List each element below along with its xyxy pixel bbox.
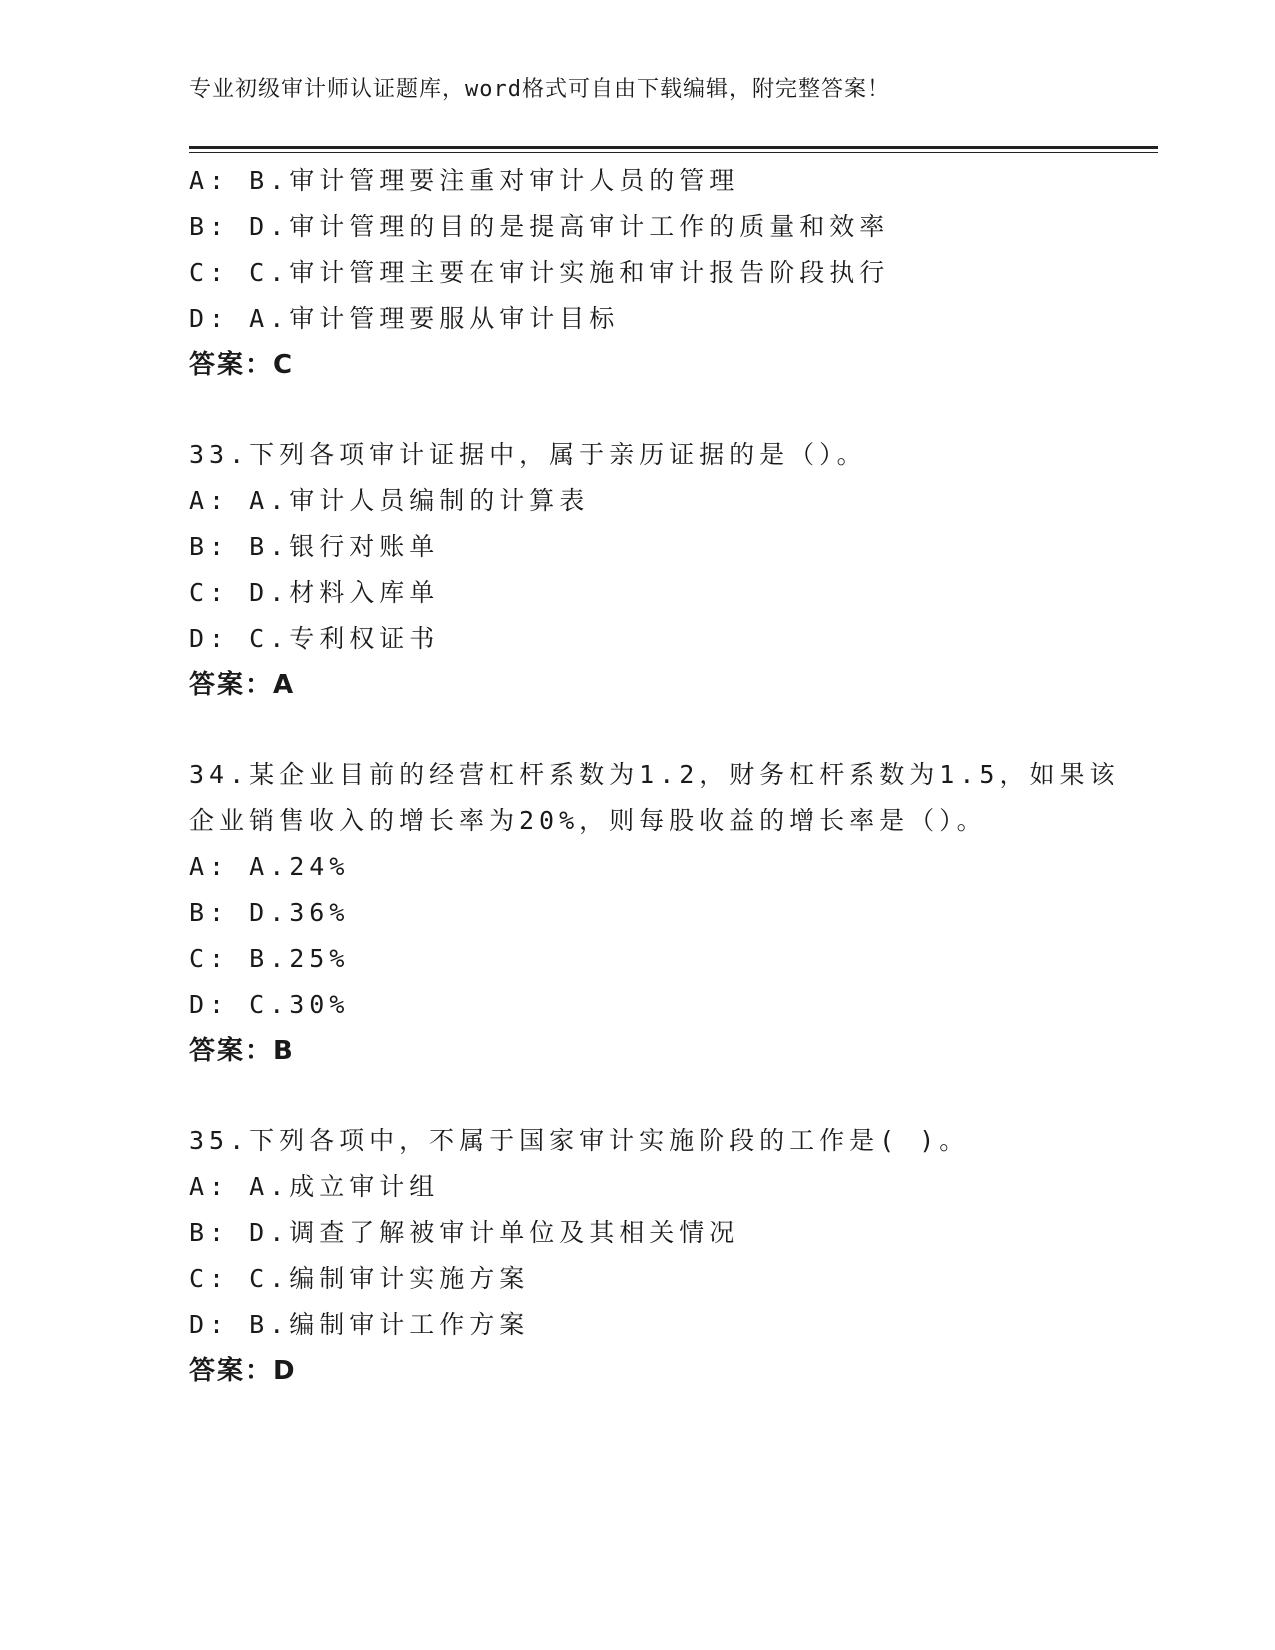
answer: 答案：D [189, 1356, 297, 1386]
option-a: A: A.24% [189, 852, 350, 881]
header-rule-thick [189, 146, 1158, 149]
option-c: C: B.25% [189, 944, 350, 973]
option-a: A: B.审计管理要注重对审计人员的管理 [189, 166, 740, 195]
option-b: B: B.银行对账单 [189, 532, 440, 561]
option-d: D: C.专利权证书 [189, 624, 440, 653]
answer: 答案：A [189, 670, 296, 700]
question-stem: 33.下列各项审计证据中，属于亲历证据的是（）。 [189, 440, 867, 469]
option-b: B: D.审计管理的目的是提高审计工作的质量和效率 [189, 212, 890, 241]
option-c: C: C.编制审计实施方案 [189, 1264, 530, 1293]
question-33 [189, 432, 1089, 708]
question-35 [189, 1118, 1089, 1394]
option-c: C: D.材料入库单 [189, 578, 440, 607]
question-stem-line-2: 企业销售收入的增长率为20%，则每股收益的增长率是（）。 [189, 806, 987, 835]
option-a: A: A.成立审计组 [189, 1172, 440, 1201]
page-header: 专业初级审计师认证题库，word格式可自由下载编辑，附完整答案！ [189, 77, 890, 102]
answer: 答案：C [189, 350, 295, 380]
question-list [189, 158, 1120, 1394]
option-b: B: D.调查了解被审计单位及其相关情况 [189, 1218, 740, 1247]
option-d: D: A.审计管理要服从审计目标 [189, 304, 620, 333]
option-c: C: C.审计管理主要在审计实施和审计报告阶段执行 [189, 258, 890, 287]
option-a: A: A.审计人员编制的计算表 [189, 486, 590, 515]
option-d: D: C.30% [189, 990, 350, 1019]
answer: 答案：B [189, 1036, 295, 1066]
question-stem: 35.下列各项中，不属于国家审计实施阶段的工作是( )。 [189, 1126, 970, 1155]
question-34 [189, 752, 1120, 1074]
option-b: B: D.36% [189, 898, 350, 927]
partial-question [189, 158, 1089, 388]
option-d: D: B.编制审计工作方案 [189, 1310, 530, 1339]
header-rule-thin [189, 152, 1158, 153]
question-stem-line-1: 34.某企业目前的经营杠杆系数为1.2，财务杠杆系数为1.5，如果该 [189, 760, 1120, 789]
